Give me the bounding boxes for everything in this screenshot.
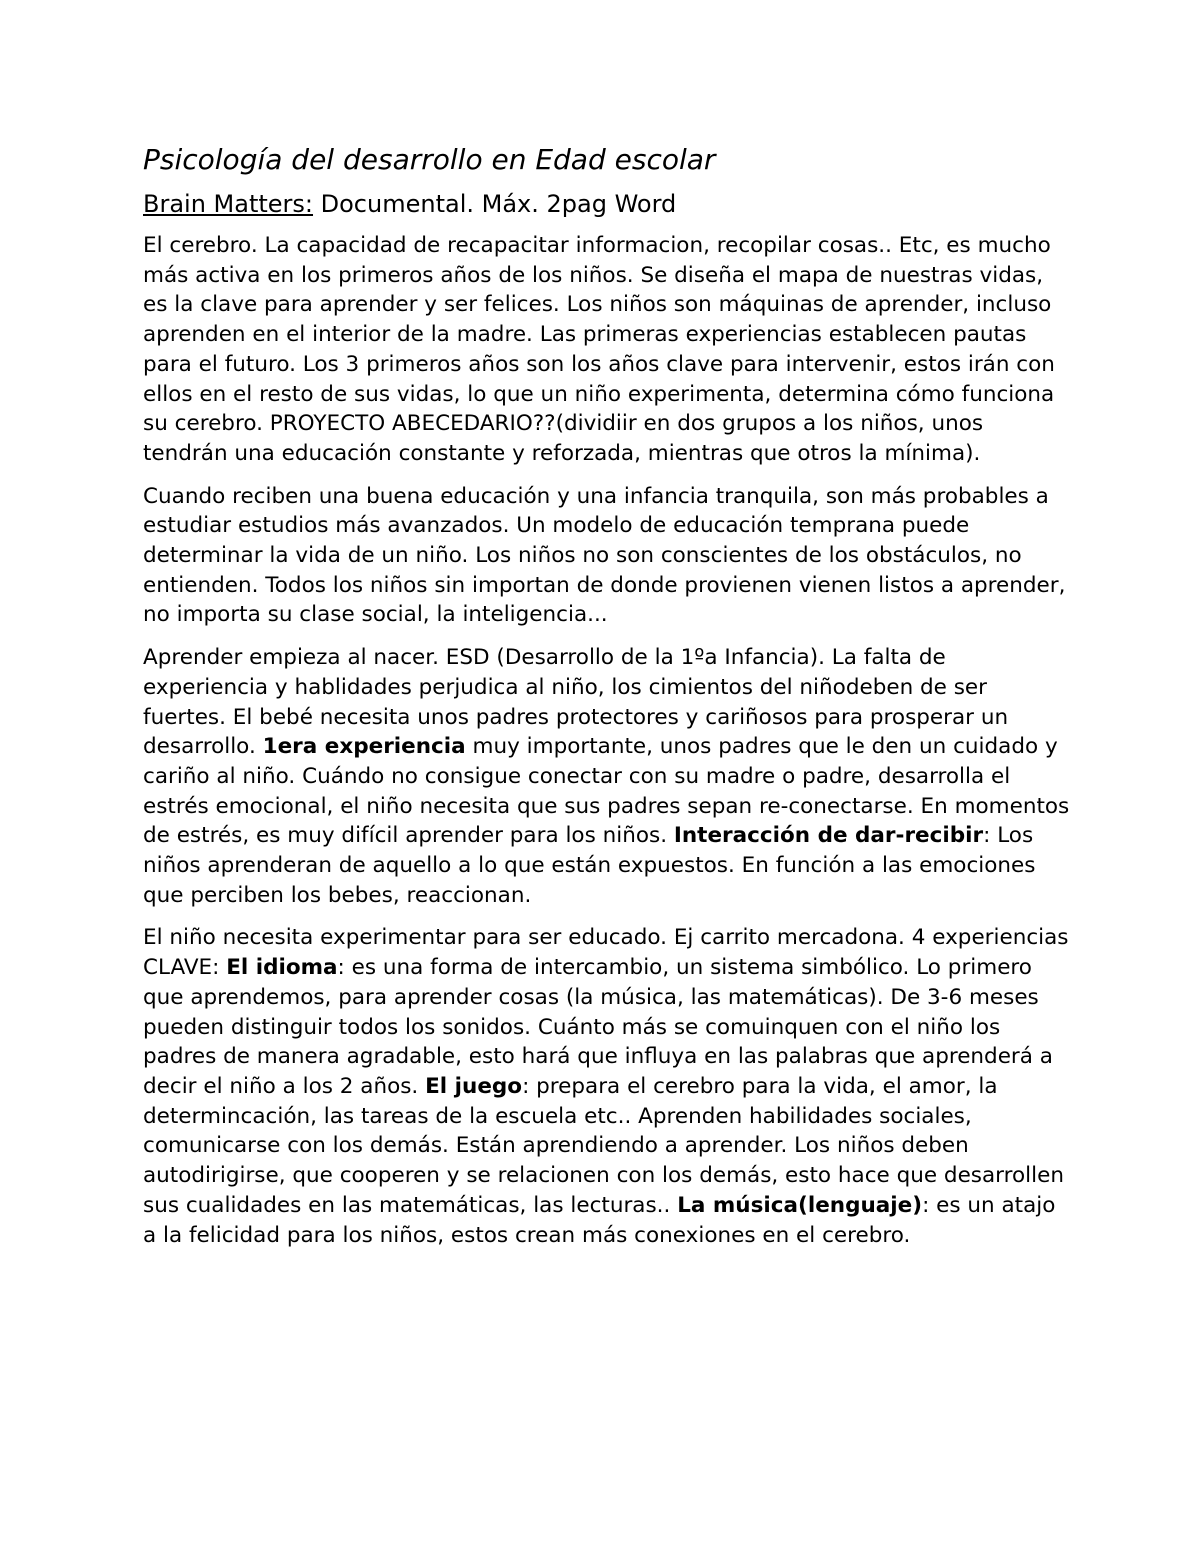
- text-run: : Los niños aprenderan de aquello a lo que están expuestos. En función a las emociones que perciben los bebes, reaccionan.: [143, 823, 1036, 908]
- text-run: : es un atajo a la felicidad para los niños, estos crean más conexiones en el cerebro.: [143, 1192, 1056, 1248]
- bold-text: La música(lenguaje): [677, 1192, 923, 1218]
- paragraph: [143, 231, 1073, 469]
- text-run: Cuando reciben una buena educación y una infancia tranquila, son más probables a estudiar estudios más avanzados. Un modelo de educación temprana puede determinar la vida de un niño. Los niños no son conscientes de los obstáculos, no entienden. Todos los niños sin importan de donde provienen vienen listos a aprender, no importa su clase social, la inteligencia...: [143, 483, 1066, 628]
- paragraph: [143, 482, 1073, 631]
- bold-text: 1era experiencia: [262, 734, 466, 760]
- paragraph: [143, 923, 1073, 1250]
- text-run: muy importante, unos padres que le den un cuidado y cariño al niño. Cuándo no consigue conectar con su madre o padre, desarrolla el estrés emocional, el niño necesita que sus padres sepan re-conectarse. En momentos de estrés, es muy difícil aprender para los niños.: [143, 734, 1070, 849]
- subtitle-underlined: Brain Matters:: [143, 190, 314, 218]
- document-subtitle: [143, 187, 1073, 221]
- document-page: [143, 141, 1073, 1263]
- document-body: [143, 231, 1073, 1250]
- text-run: : es una forma de intercambio, un sistema simbólico. Lo primero que aprendemos, para aprender cosas (la música, las matemáticas). De 3-6 meses pueden distinguir todos los sonidos. Cuánto más se comuinquen con el niño los padres de manera agradable, esto hará que influya en las palabras que aprenderá a decir el niño a los 2 años.: [143, 955, 1053, 1099]
- bold-text: El idioma: [226, 955, 338, 981]
- paragraph: [143, 643, 1073, 910]
- text-run: Aprender empieza al nacer. ESD (Desarrollo de la 1ºa Infancia). La falta de experiencia y hablidades perjudica al niño, los cimientos del niñodeben de ser fuertes. El bebé necesita unos padres protectores y cariñosos para prosperar un desarrollo.: [143, 645, 1009, 760]
- text-run: El cerebro. La capacidad de recapacitar informacion, recopilar cosas.. Etc, es mucho más activa en los primeros años de los niños. Se diseña el mapa de nuestras vidas, es la clave para aprender y ser felices. Los niños son máquinas de aprender, incluso aprenden en el interior de la madre. Las primeras experiencias establecen pautas para el futuro. Los 3 primeros años son los años clave para intervenir, estos irán con ellos en el resto de sus vidas, lo que un niño experimenta, determina cómo funciona su cerebro. PROYECTO ABECEDARIO??(dividiir en dos grupos a los niños, unos tendrán una educación constante y reforzada, mientras que otros la mínima).: [143, 233, 1055, 466]
- bold-text: El juego: [425, 1073, 523, 1099]
- text-run: : prepara el cerebro para la vida, el amor, la determincación, las tareas de la escuela etc.. Aprenden habilidades sociales, comunicarse con los demás. Están aprendiendo a aprender. Los niños deben autodirigirse, que cooperen y se relacionen con los demás, esto hace que desarrollen sus cualidades en las matemáticas, las lecturas..: [143, 1073, 1064, 1218]
- subtitle-rest: Documental. Máx. 2pag Word: [313, 190, 677, 218]
- document-title: Psicología del desarrollo en Edad escolar: [143, 143, 716, 176]
- bold-text: Interacción de dar-recibir: [673, 823, 984, 849]
- text-run: El niño necesita experimentar para ser educado. Ej carrito mercadona. 4 experiencias CLAVE:: [143, 925, 1069, 981]
